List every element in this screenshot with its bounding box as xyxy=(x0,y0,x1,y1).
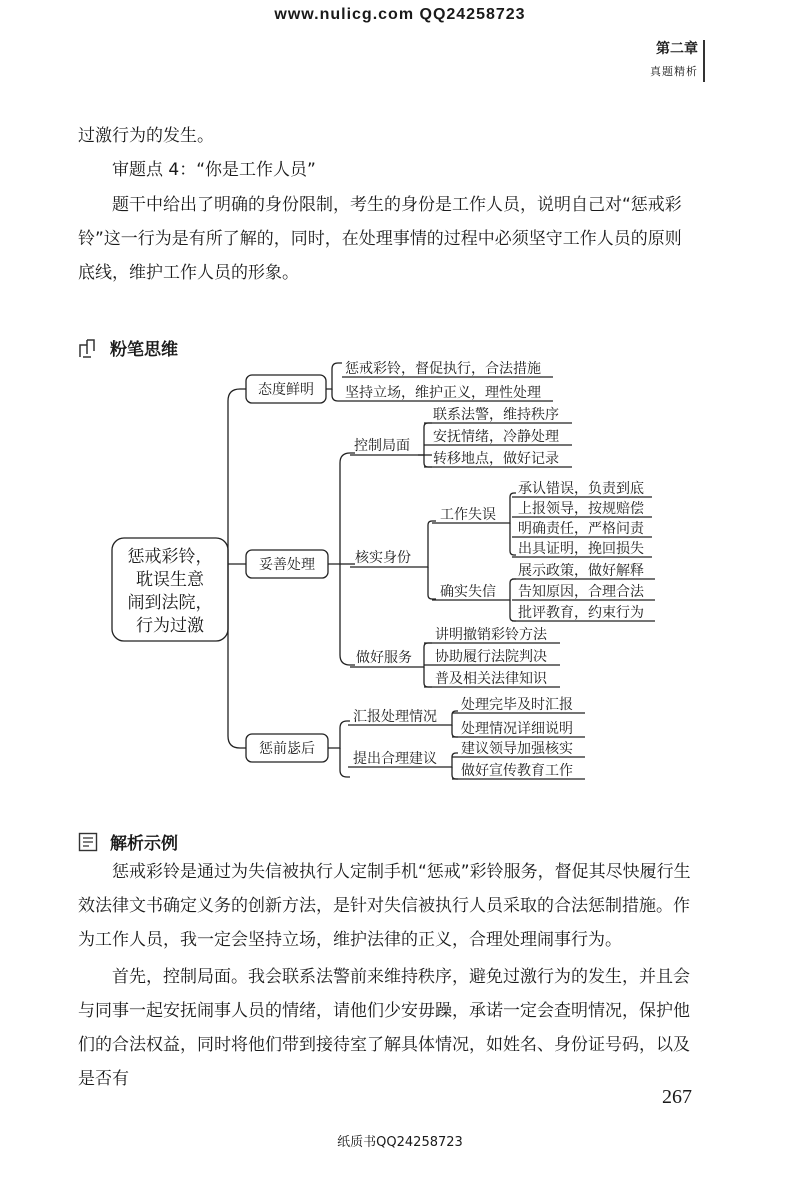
leaf: 展示政策，做好解释 xyxy=(518,563,644,579)
leaf: 承认错误，负责到底 xyxy=(518,481,644,497)
watermark-top: www.nulicg.com QQ24258723 xyxy=(274,6,526,23)
branch-label-prevent: 惩前毖后 xyxy=(259,741,315,757)
root-line: 耽误生意 xyxy=(136,570,204,590)
mind-map xyxy=(0,355,800,800)
sub-branch-service: 做好服务 xyxy=(356,650,412,666)
sub-branch-report: 汇报处理情况 xyxy=(353,709,437,725)
analysis-paragraph: 惩戒彩铃是通过为失信被执行人定制手机“惩戒”彩铃服务，督促其尽快履行生效法律文书确定义务的创新方法，是针对失信被执行人员采取的合法惩制措施。作为工作人员，我一定会坚持立场，维护法律的正义，合理处理闹事行为。 xyxy=(78,862,691,950)
leaf: 转移地点，做好记录 xyxy=(433,451,559,467)
leaf: 联系法警，维持秩序 xyxy=(433,407,559,423)
leaf: 批评教育，约束行为 xyxy=(518,605,644,621)
page-number: 267 xyxy=(662,1086,692,1108)
leaf: 坚持立场，维护正义，理性处理 xyxy=(345,385,541,401)
leaf: 普及相关法律知识 xyxy=(435,671,547,687)
watermark-bottom: 纸质书QQ24258723 xyxy=(337,1135,463,1150)
root-line: 行为过激 xyxy=(136,616,204,636)
leaf: 告知原因，合理合法 xyxy=(518,584,644,600)
leaf: 讲明撤销彩铃方法 xyxy=(435,627,547,643)
leaf: 惩戒彩铃，督促执行，合法措施 xyxy=(345,361,541,377)
chapter-divider xyxy=(703,40,705,82)
sub-branch-dishonest: 确实失信 xyxy=(440,584,496,600)
sub-branch-suggest: 提出合理建议 xyxy=(353,751,437,767)
leaf: 处理完毕及时汇报 xyxy=(461,697,573,713)
document-icon xyxy=(78,832,98,852)
leaf: 安抚情绪，冷静处理 xyxy=(433,429,559,445)
leaf: 建议领导加强核实 xyxy=(461,741,573,757)
sub-branch-verify: 核实身份 xyxy=(355,550,411,566)
paragraph: 过激行为的发生。 xyxy=(78,126,214,146)
leaf: 做好宣传教育工作 xyxy=(461,763,573,779)
chapter-subtitle: 真题精析 xyxy=(650,65,698,78)
analysis-paragraph: 首先，控制局面。我会联系法警前来维持秩序，避免过激行为的发生，并且会与同事一起安抚闹事人员的情绪，请他们少安毋躁，承诺一定会查明情况，保护他们的合法权益，同时将他们带到接待室了解具体情况，如姓名、身份证号码，以及是否有 xyxy=(78,967,690,1089)
leaf: 出具证明，挽回损失 xyxy=(518,541,644,557)
chapter-title: 第二章 xyxy=(656,41,698,57)
leaf: 协助履行法院判决 xyxy=(435,649,547,665)
root-line: 闹到法院， xyxy=(127,593,213,613)
branch-label-attitude: 态度鲜明 xyxy=(258,382,314,398)
leaf: 上报领导，按规赔偿 xyxy=(518,501,644,517)
section-title: 解析示例 xyxy=(110,834,178,854)
leaf: 明确责任，严格问责 xyxy=(518,521,644,537)
sub-branch-mistake: 工作失误 xyxy=(440,507,496,523)
leaf: 处理情况详细说明 xyxy=(461,721,573,737)
sub-branch-control: 控制局面 xyxy=(354,438,410,454)
branch-label-handle: 妥善处理 xyxy=(259,557,315,573)
section-title: 粉笔思维 xyxy=(110,340,178,360)
review-point-heading: 审题点 4：“你是工作人员” xyxy=(112,160,316,180)
section-heading-analysis xyxy=(78,829,178,854)
paragraph: 题干中给出了明确的身份限制，考生的身份是工作人员，说明自己对“惩戒彩铃”这一行为是有所了解的，同时，在处理事情的过程中必须坚守工作人员的原则底线，维护工作人员的形象。 xyxy=(78,195,682,283)
root-line: 惩戒彩铃， xyxy=(127,547,213,567)
